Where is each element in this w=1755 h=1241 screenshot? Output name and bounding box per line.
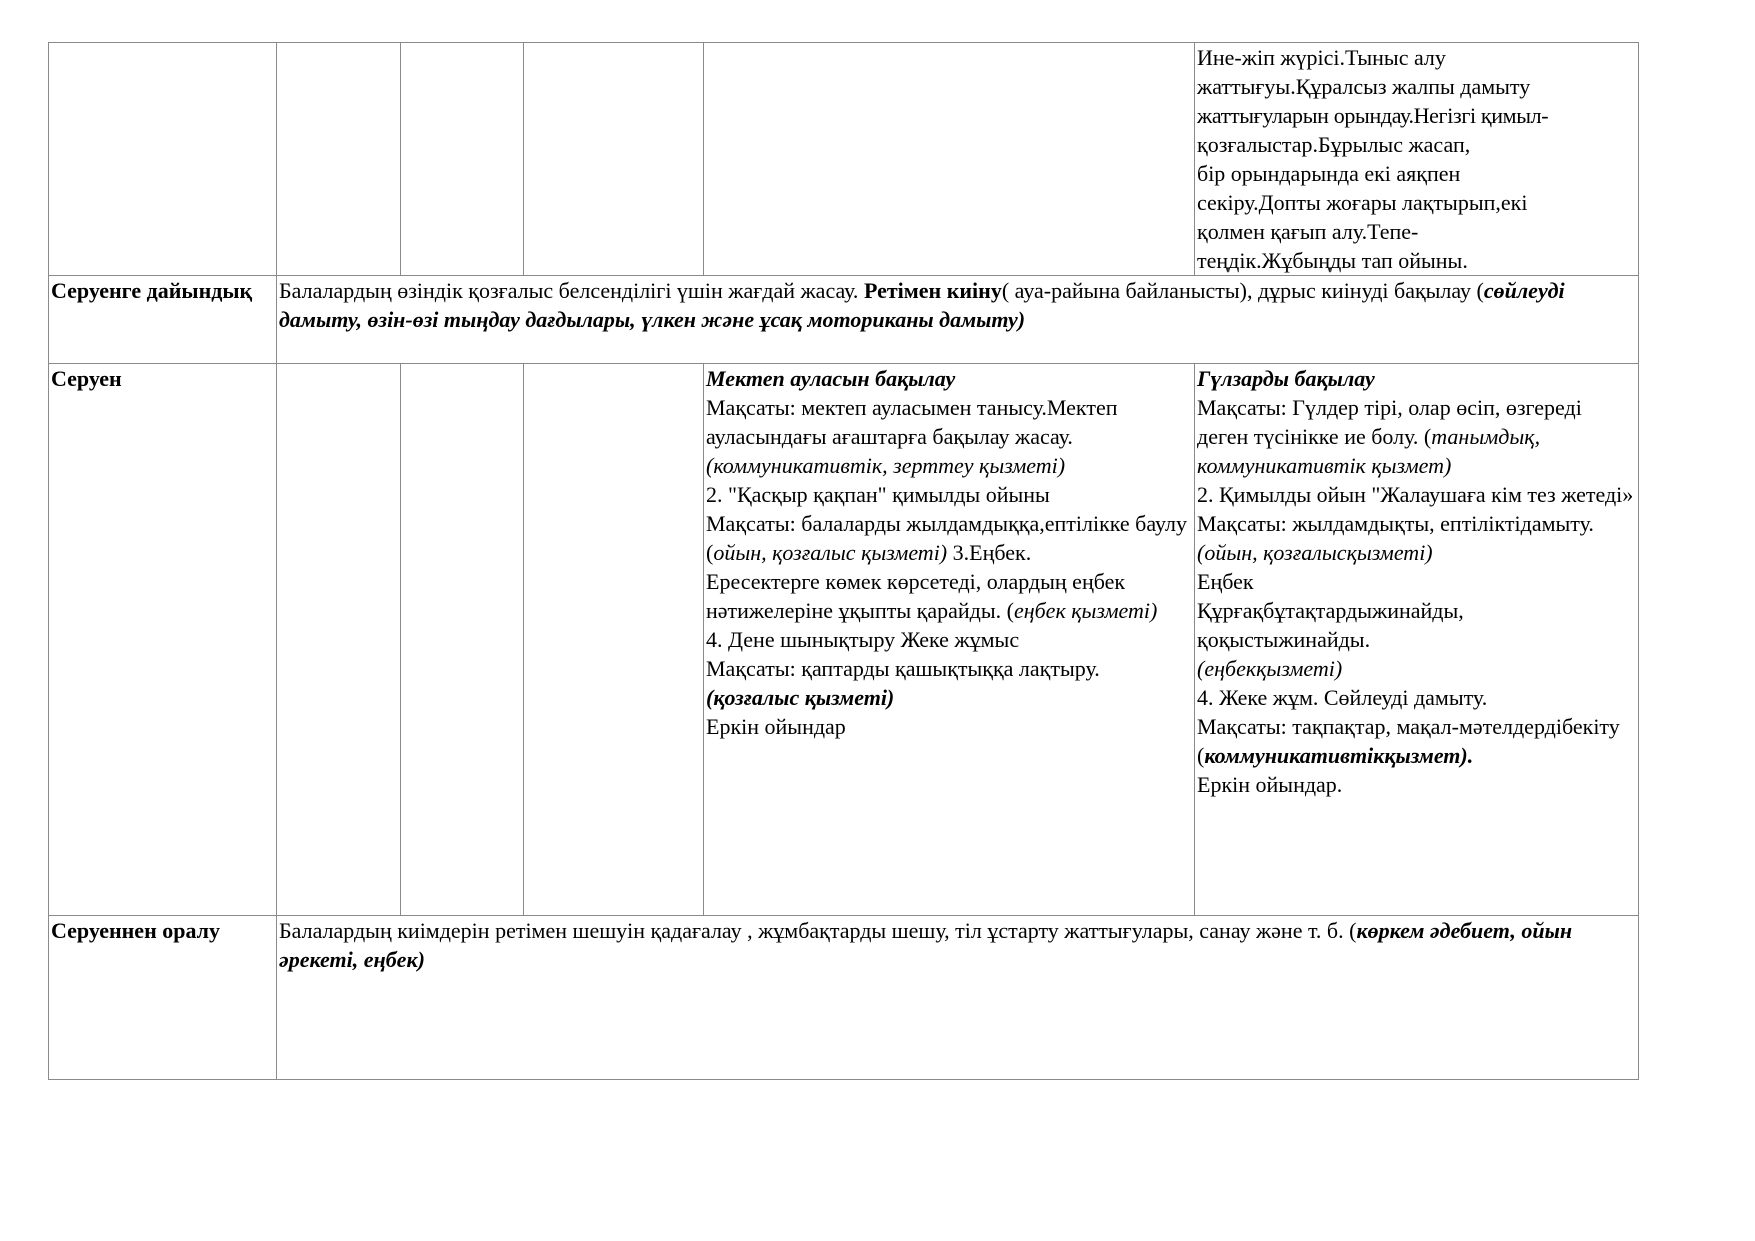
row1-col4-cell — [524, 43, 704, 276]
walk-flowerbed-individual-work: 4. Жеке жұм. Сөйлеуді дамыту. — [1197, 685, 1488, 710]
game-goal-text: Мақсаты: балаларды жылдамдыққа,ептілікке баулу ( — [706, 511, 1188, 565]
walk-school-yard-individual-work: 4. Дене шынықтыру Жеке жұмыс — [706, 627, 1020, 652]
walk-school-yard-title: Мектеп ауласын бақылау — [706, 366, 956, 391]
walk-preparation-activity-tags: сөйлеуді дамыту, өзін-өзі тыңдау дағдылары, үлкен және ұсақ моториканы дамыту) — [279, 278, 1565, 332]
walk-school-yard-goal: Мақсаты: мектеп ауласымен танысу.Мектеп ауласындағы ағаштарға бақылау жасау. — [706, 395, 1118, 449]
row1-line: Ине-жіп жүрісі.Тыныс алу — [1197, 45, 1446, 70]
row1-line: бір орындарында екі аяқпен — [1197, 161, 1461, 186]
row1-col3-cell — [401, 43, 524, 276]
walk-flowerbed-individual-tags — [1197, 741, 1637, 770]
walk-school-yard-individual-goal: Мақсаты: қаптарды қашықтыққа лақтыру. — [706, 656, 1100, 681]
walk-flowerbed-labor: Құрғақбұтақтардыжинайды, қоқыстыжинайды. — [1197, 598, 1464, 652]
walk-flowerbed-title: Гүлзарды бақылау — [1197, 366, 1375, 391]
row1-col6-cell — [1195, 43, 1639, 276]
return-from-walk-text-1: Балалардың киімдерін ретімен шешуін қадағалау , жұмбақтарды шешу, тіл ұстарту жаттығулары, санау және т. б. ( — [279, 918, 1357, 943]
row1-label-cell — [49, 43, 277, 276]
row1-col2-cell — [277, 43, 401, 276]
walk-school-yard-goal-tags: (коммуникативтік, зерттеу қызметі) — [706, 453, 1066, 478]
walk-school-yard-free-games: Еркін ойындар — [706, 714, 846, 739]
labor-tags: еңбек қызметі) — [1013, 598, 1158, 623]
game-goal-tags: ойын, қозғалыс қызметі) — [713, 540, 948, 565]
walk-flowerbed-goal — [1197, 393, 1637, 480]
walk-school-yard-individual-tags: (қозғалыс қызметі) — [706, 685, 895, 710]
row-label-walk: Серуен — [49, 364, 277, 916]
return-from-walk-text — [277, 916, 1639, 1080]
walk-flowerbed-labor-tags: (еңбекқызметі) — [1197, 656, 1343, 681]
row1-line: жаттығуы.Құралсыз жалпы дамыту — [1197, 74, 1531, 99]
labor-heading: 3.Еңбек. — [947, 540, 1032, 565]
walk-school-yard-labor — [706, 567, 1193, 625]
row3-col2-cell — [277, 364, 401, 916]
walk-school-yard-cell — [704, 364, 1195, 916]
row1-line: теңдік.Жұбыңды тап ойыны. — [1197, 248, 1468, 273]
row1-line: жаттығуларын орындау.Негізгі қимыл- — [1197, 103, 1549, 128]
walk-school-yard-game: 2. "Қасқыр қақпан" қимылды ойыны — [706, 482, 1050, 507]
walk-flowerbed-individual-goal: Мақсаты: тақпақтар, мақал-мәтелдердібекіту — [1197, 714, 1620, 739]
row1-line: секіру.Допты жоғары лақтырып,екі — [1197, 190, 1528, 215]
flowerbed-goal-text: Мақсаты: Гүлдер тірі, олар өсіп, өзгереді деген түсінікке ие болу. ( — [1197, 395, 1582, 449]
walk-preparation-text-bold: Ретімен киіну — [863, 278, 1002, 303]
walk-flowerbed-game-goal: Мақсаты: жылдамдықты, ептіліктідамыту. — [1197, 511, 1594, 536]
row-morning-exercise — [49, 43, 1639, 276]
row-walk — [49, 364, 1639, 916]
walk-preparation-text-3: ( ауа-райына байланысты), дұрыс киінуді бақылау ( — [1001, 278, 1484, 303]
plan-table — [48, 42, 1639, 1080]
walk-flowerbed-game-tags: (ойын, қозғалысқызметі) — [1197, 540, 1433, 565]
row1-line: қолмен қағып алу.Тепе- — [1197, 219, 1419, 244]
row1-col5-cell — [704, 43, 1195, 276]
row-return-from-walk — [49, 916, 1639, 1080]
walk-flowerbed-cell — [1195, 364, 1639, 916]
row3-col3-cell — [401, 364, 524, 916]
flowerbed-goal-tags: танымдық, коммуникативтік қызмет) — [1197, 424, 1541, 478]
paren-open: ( — [1197, 743, 1205, 768]
row1-line: қозғалыстар.Бұрылыс жасап, — [1197, 132, 1471, 157]
row3-col4-cell — [524, 364, 704, 916]
labor-text: Ересектерге көмек көрсетеді, олардың еңбек нәтижелеріне ұқыпты қарайды. ( — [706, 569, 1126, 623]
communicative-tag: коммуникативтікқызмет). — [1204, 743, 1474, 768]
row-walk-preparation — [49, 276, 1639, 364]
row-label-return-from-walk: Серуеннен оралу — [49, 916, 277, 1080]
return-from-walk-activity-tags: көркем әдебиет, ойын әрекеті, еңбек) — [279, 918, 1573, 972]
walk-preparation-text-1: Балалардың өзіндік қозғалыс белсенділігі үшін жағдай жасау. — [279, 278, 864, 303]
walk-flowerbed-labor-heading: Еңбек — [1197, 569, 1254, 594]
walk-flowerbed-game: 2. Қимылды ойын "Жалаушаға кім тез жетеді» — [1197, 482, 1634, 507]
row-label-walk-preparation: Серуенге дайындық — [49, 276, 277, 364]
walk-flowerbed-free-games: Еркін ойындар. — [1197, 772, 1343, 797]
walk-preparation-text — [277, 276, 1639, 364]
walk-school-yard-game-goal — [706, 509, 1193, 567]
